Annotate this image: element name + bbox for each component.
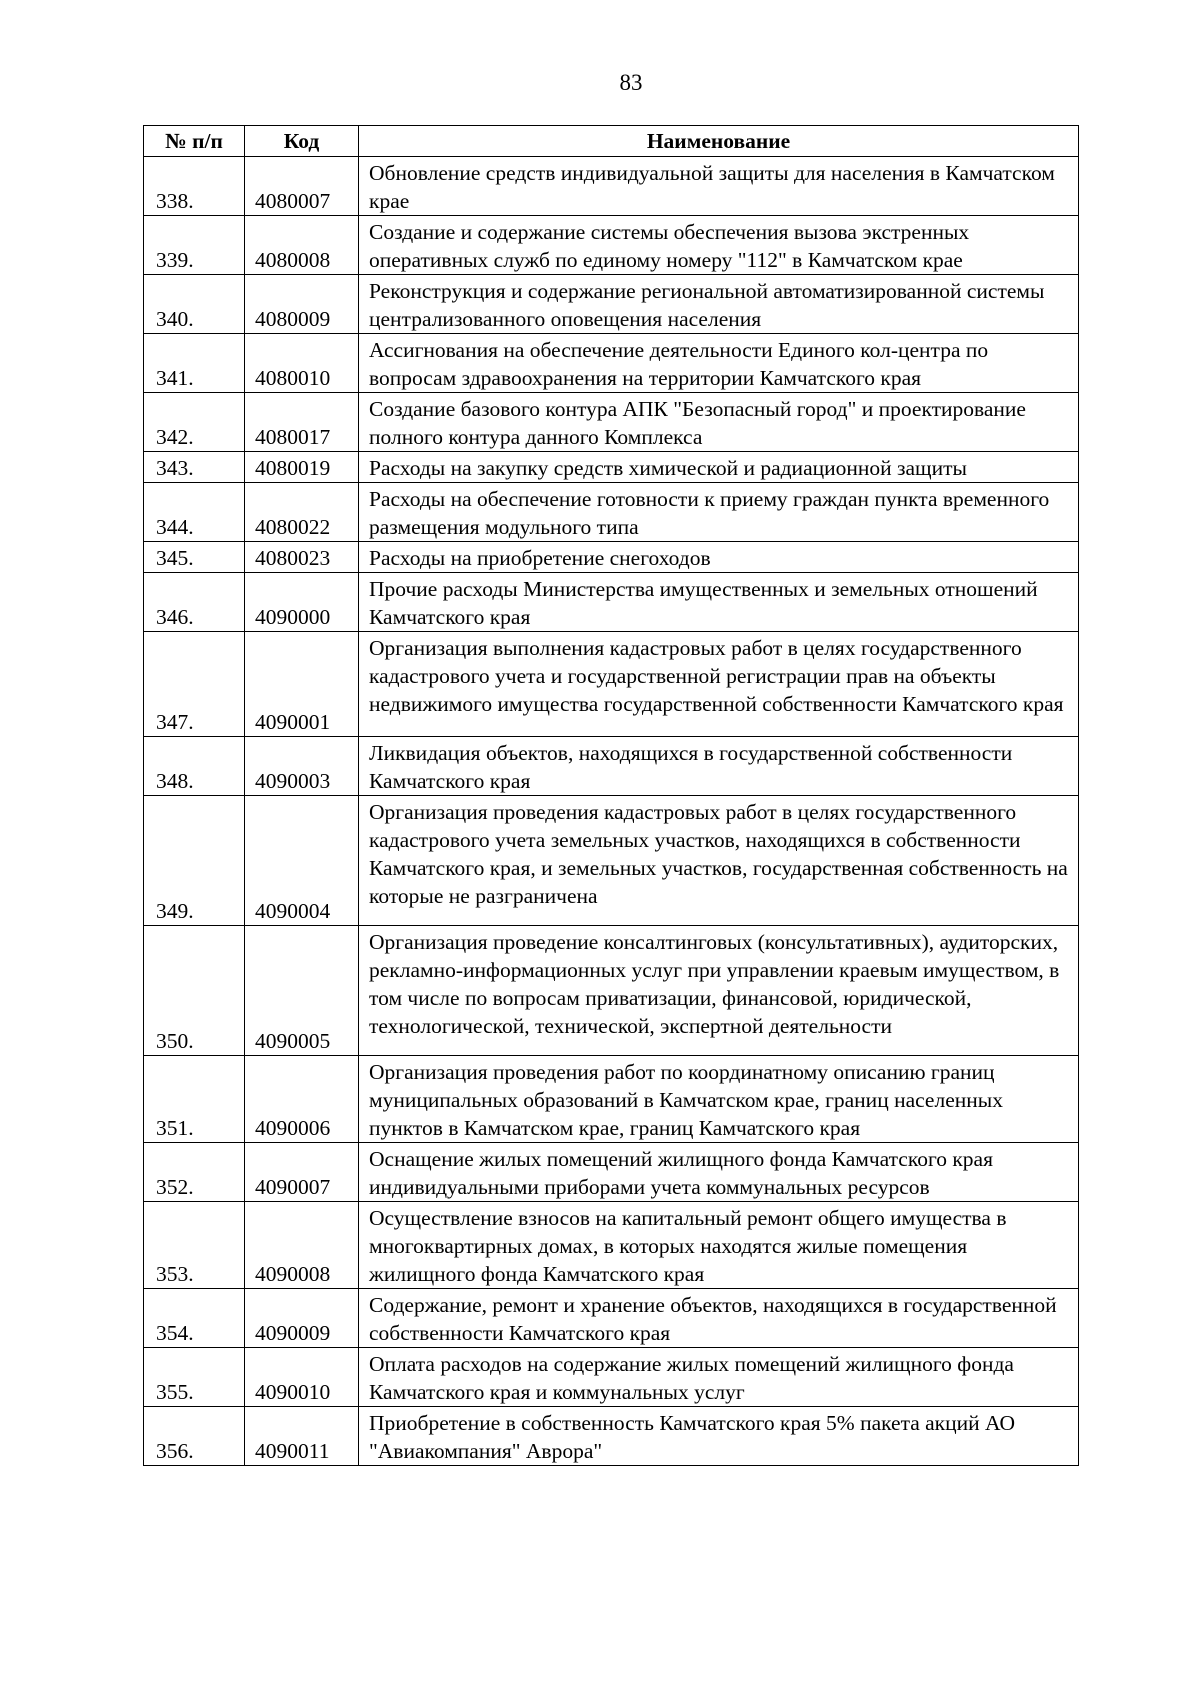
row-code-cell: 4080019 xyxy=(245,452,359,483)
row-name-cell: Осуществление взносов на капитальный ремонт общего имущества в многоквартирных домах, в которых находятся жилые помещения жилищного фонда Камчатского края xyxy=(359,1202,1079,1289)
table-row xyxy=(144,632,1079,737)
row-code-cell: 4090006 xyxy=(245,1056,359,1143)
row-code-cell: 4080010 xyxy=(245,334,359,393)
row-number-cell: 352. xyxy=(144,1143,245,1202)
row-name-cell: Организация проведения работ по координатному описанию границ муниципальных образований в Камчатском крае, границ населенных пунктов в Камчатском крае, границ Камчатского края xyxy=(359,1056,1079,1143)
row-name-cell: Организация проведение консалтинговых (консультативных), аудиторских, рекламно-информационных услуг при управлении краевым имуществом, в том числе по вопросам приватизации, финансовой, юридической, технологической, технической, экспертной деятельности xyxy=(359,926,1079,1056)
budget-codes-table xyxy=(143,125,1079,1466)
row-number-cell: 340. xyxy=(144,275,245,334)
row-name-cell: Приобретение в собственность Камчатского края 5% пакета акций АО "Авиакомпания" Аврора" xyxy=(359,1407,1079,1466)
row-name-cell: Содержание, ремонт и хранение объектов, находящихся в государственной собственности Камчатского края xyxy=(359,1289,1079,1348)
header-number: № п/п xyxy=(144,126,245,157)
row-name-cell: Организация выполнения кадастровых работ в целях государственного кадастрового учета и государственной регистрации прав на объекты недвижимого имущества государственной собственности Камчатского края xyxy=(359,632,1079,737)
row-code-cell: 4090007 xyxy=(245,1143,359,1202)
header-code: Код xyxy=(245,126,359,157)
table-row xyxy=(144,1143,1079,1202)
row-name-cell: Создание базового контура АПК "Безопасный город" и проектирование полного контура данного Комплекса xyxy=(359,393,1079,452)
row-number-cell: 351. xyxy=(144,1056,245,1143)
row-number-cell: 348. xyxy=(144,737,245,796)
row-code-cell: 4090004 xyxy=(245,796,359,926)
table-row xyxy=(144,1348,1079,1407)
row-number-cell: 349. xyxy=(144,796,245,926)
table-row xyxy=(144,542,1079,573)
row-number-cell: 342. xyxy=(144,393,245,452)
table-row xyxy=(144,737,1079,796)
row-code-cell: 4080009 xyxy=(245,275,359,334)
table-header-row xyxy=(144,126,1079,157)
row-name-cell: Прочие расходы Министерства имущественных и земельных отношений Камчатского края xyxy=(359,573,1079,632)
row-number-cell: 353. xyxy=(144,1202,245,1289)
row-name-cell: Оплата расходов на содержание жилых помещений жилищного фонда Камчатского края и коммунальных услуг xyxy=(359,1348,1079,1407)
row-name-cell: Ликвидация объектов, находящихся в государственной собственности Камчатского края xyxy=(359,737,1079,796)
row-code-cell: 4090000 xyxy=(245,573,359,632)
row-number-cell: 341. xyxy=(144,334,245,393)
row-code-cell: 4090011 xyxy=(245,1407,359,1466)
table-row xyxy=(144,483,1079,542)
page-number: 83 xyxy=(619,70,643,95)
row-number-cell: 345. xyxy=(144,542,245,573)
row-number-cell: 355. xyxy=(144,1348,245,1407)
row-code-cell: 4080017 xyxy=(245,393,359,452)
row-number-cell: 343. xyxy=(144,452,245,483)
header-name: Наименование xyxy=(359,126,1079,157)
table-row xyxy=(144,452,1079,483)
row-name-cell: Ассигнования на обеспечение деятельности Единого кол-центра по вопросам здравоохранения на территории Камчатского края xyxy=(359,334,1079,393)
row-code-cell: 4080023 xyxy=(245,542,359,573)
table-row xyxy=(144,1056,1079,1143)
table-row xyxy=(144,1407,1079,1466)
row-name-cell: Расходы на закупку средств химической и радиационной защиты xyxy=(359,452,1079,483)
row-number-cell: 338. xyxy=(144,157,245,216)
row-name-cell: Реконструкция и содержание региональной автоматизированной системы централизованного оповещения населения xyxy=(359,275,1079,334)
row-code-cell: 4090001 xyxy=(245,632,359,737)
row-number-cell: 339. xyxy=(144,216,245,275)
table-row xyxy=(144,1202,1079,1289)
table-row xyxy=(144,275,1079,334)
row-code-cell: 4090005 xyxy=(245,926,359,1056)
row-number-cell: 346. xyxy=(144,573,245,632)
table-row xyxy=(144,216,1079,275)
row-number-cell: 347. xyxy=(144,632,245,737)
row-name-cell: Организация проведения кадастровых работ в целях государственного кадастрового учета земельных участков, находящихся в собственности Камчатского края, и земельных участков, государственная собственность на которые не разграничена xyxy=(359,796,1079,926)
row-code-cell: 4090009 xyxy=(245,1289,359,1348)
table-row xyxy=(144,926,1079,1056)
row-code-cell: 4090010 xyxy=(245,1348,359,1407)
row-code-cell: 4080008 xyxy=(245,216,359,275)
row-code-cell: 4090003 xyxy=(245,737,359,796)
row-number-cell: 344. xyxy=(144,483,245,542)
table-row xyxy=(144,157,1079,216)
row-name-cell: Расходы на приобретение снегоходов xyxy=(359,542,1079,573)
row-number-cell: 350. xyxy=(144,926,245,1056)
row-number-cell: 354. xyxy=(144,1289,245,1348)
table-row xyxy=(144,393,1079,452)
table-row xyxy=(144,573,1079,632)
row-name-cell: Оснащение жилых помещений жилищного фонда Камчатского края индивидуальными приборами учета коммунальных ресурсов xyxy=(359,1143,1079,1202)
row-code-cell: 4090008 xyxy=(245,1202,359,1289)
table-row xyxy=(144,796,1079,926)
table-row xyxy=(144,334,1079,393)
row-name-cell: Создание и содержание системы обеспечения вызова экстренных оперативных служб по единому номеру "112" в Камчатском крае xyxy=(359,216,1079,275)
row-name-cell: Расходы на обеспечение готовности к приему граждан пункта временного размещения модульного типа xyxy=(359,483,1079,542)
table-row xyxy=(144,1289,1079,1348)
row-code-cell: 4080022 xyxy=(245,483,359,542)
row-code-cell: 4080007 xyxy=(245,157,359,216)
row-number-cell: 356. xyxy=(144,1407,245,1466)
row-name-cell: Обновление средств индивидуальной защиты для населения в Камчатском крае xyxy=(359,157,1079,216)
